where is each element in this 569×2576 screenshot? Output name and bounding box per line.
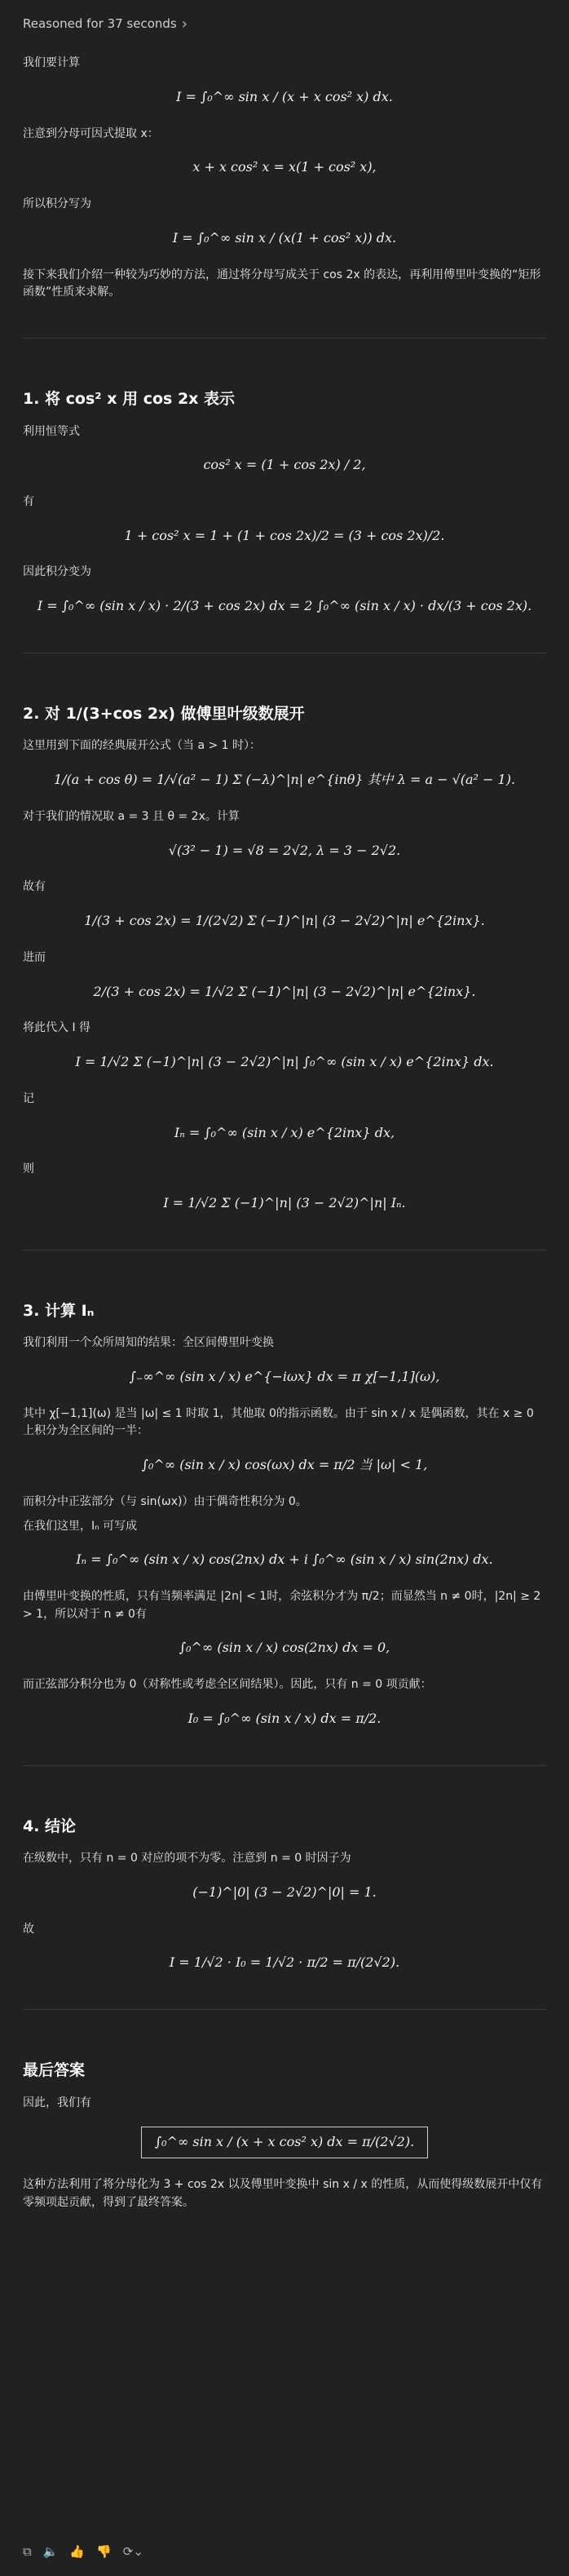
s4-p1: 在级数中，只有 n = 0 对应的项不为零。注意到 n = 0 时因子为 [23,1852,351,1866]
thumbs-down-icon[interactable]: 👎 [96,2543,112,2559]
section-3-title: 3. 计算 Iₙ [23,1301,95,1320]
reasoned-label: Reasoned for 37 seconds [23,16,177,31]
s2-p1: 这里用到下面的经典展开公式（当 a > 1 时）： [23,739,262,753]
intro-eq1: I = ∫₀^∞ sin x / (x + x cos² x) dx. [176,88,393,104]
s3-p2: 其中 χ[−1,1](ω) 是当 |ω| ≤ 1 时取 1，其他取 0的指示函数。由于 sin x / x 是偶函数，其在 x ≥ 0 上积分为全区间的一半： [23,1406,534,1438]
s3-eq1: ∫₋∞^∞ (sin x / x) e^{−iωx} dx = π χ[−1,1](ω), [129,1368,440,1384]
s3-p1: 我们利用一个众所周知的结果：全区间傅里叶变换 [23,1336,274,1350]
section-4-title: 4. 结论 [23,1817,77,1835]
s2-eq5: I = 1/√2 Σ (−1)^|n| (3 − 2√2)^|n| ∫₀^∞ (sin x / x) e^{2inx} dx. [75,1054,494,1070]
section-1 [23,387,546,617]
final-p1: 因此，我们有 [23,2096,91,2109]
thumbs-up-icon[interactable]: 👍 [69,2543,86,2559]
final-section [23,2059,546,2211]
s3-p6: 而正弦部分积分也为 0（对称性或考虑全区间结果）。因此，只有 n = 0 项贡献： [23,1678,432,1692]
s1-p3: 因此积分变为 [23,565,91,579]
s1-p1: 利用恒等式 [23,424,80,438]
s3-p4: 在我们这里，Iₙ 可写成 [23,1519,138,1533]
s3-eq3: Iₙ = ∫₀^∞ (sin x / x) cos(2nx) dx + i ∫₀^∞ (sin x / x) sin(2nx) dx. [76,1551,493,1568]
s3-p3: 而积分中正弦部分（与 sin(ωx)）由于偶奇性积分为 0。 [23,1494,307,1508]
final-eq-wrap [23,2127,546,2158]
intro-p2: 注意到分母可因式提取 x： [23,126,159,140]
s1-eq2: 1 + cos² x = 1 + (1 + cos 2x)/2 = (3 + cos 2x)/2. [124,527,445,543]
intro-eq2: x + x cos² x = x(1 + cos² x), [192,159,377,175]
s2-p2: 对于我们的情况取 a = 3 且 θ = 2x。计算 [23,809,240,823]
s3-p5: 由傅里叶变换的性质，只有当频率满足 |2n| < 1时，余弦积分才为 π/2；而显然当 n ≠ 0时，|2n| ≥ 2 > 1，所以对于 n ≠ 0有 [23,1590,541,1621]
s2-p3: 故有 [23,880,46,894]
intro-p1: 我们要计算 [23,56,80,70]
copy-icon[interactable]: ⧉ [23,2543,32,2559]
s2-eq6: Iₙ = ∫₀^∞ (sin x / x) e^{2inx} dx, [174,1124,395,1140]
s2-p5: 将此代入 I 得 [23,1021,91,1035]
s3-eq4: ∫₀^∞ (sin x / x) cos(2nx) dx = 0, [179,1640,390,1656]
s3-eq2: ∫₀^∞ (sin x / x) cos(ωx) dx = π/2 当 |ω| < 1, [141,1457,428,1473]
section-4 [23,1815,546,1973]
s1-eq3: I = ∫₀^∞ (sin x / x) · 2/(3 + cos 2x) dx = 2 ∫₀^∞ (sin x / x) · dx/(3 + cos 2x). [37,598,532,614]
s1-p2: 有 [23,495,34,508]
intro-section [23,55,546,302]
s4-eq1: (−1)^|0| (3 − 2√2)^|0| = 1. [192,1883,377,1900]
divider [23,338,546,339]
section-2-title: 2. 对 1/(3+cos 2x) 做傅里叶级数展开 [23,704,305,723]
s4-eq2: I = 1/√2 · I₀ = 1/√2 · π/2 = π/(2√2). [169,1954,400,1971]
s2-eq1: 1/(a + cos θ) = 1/√(a² − 1) Σ (−λ)^|n| e^{inθ} 其中 λ = a − √(a² − 1). [53,772,516,788]
message-actions [23,2543,143,2561]
regenerate-icon[interactable]: ⟳⌄ [122,2543,143,2559]
read-aloud-icon[interactable]: 🔈 [42,2543,59,2559]
divider [23,2009,546,2010]
section-1-title: 1. 将 cos² x 用 cos 2x 表示 [23,390,236,409]
s2-eq2: √(3² − 1) = √8 = 2√2, λ = 3 − 2√2. [168,842,401,858]
section-3 [23,1299,546,1729]
intro-eq3: I = ∫₀^∞ sin x / (x(1 + cos² x)) dx. [172,229,397,246]
s2-p7: 则 [23,1162,34,1176]
reasoned-toggle[interactable] [23,15,546,33]
s1-eq1: cos² x = (1 + cos 2x) / 2, [203,457,366,473]
s3-eq5: I₀ = ∫₀^∞ (sin x / x) dx = π/2. [187,1710,382,1726]
s2-eq3: 1/(3 + cos 2x) = 1/(2√2) Σ (−1)^|n| (3 − 2√2)^|n| e^{2inx}. [84,913,485,929]
final-boxed-answer: ∫₀^∞ sin x / (x + x cos² x) dx = π/(2√2). [141,2127,428,2158]
s4-p2: 故 [23,1922,34,1936]
divider [23,1765,546,1766]
chevron-right-icon: › [181,15,187,33]
s2-eq7: I = 1/√2 Σ (−1)^|n| (3 − 2√2)^|n| Iₙ. [163,1195,406,1211]
s2-p4: 进而 [23,950,46,964]
intro-p3: 所以积分写为 [23,197,91,211]
final-title: 最后答案 [23,2061,86,2080]
intro-p4: 接下来我们介绍一种较为巧妙的方法，通过将分母写成关于 cos 2x 的表达，再利用傅里叶变换的“矩形函数”性质来求解。 [23,268,541,299]
s2-eq4: 2/(3 + cos 2x) = 1/√2 Σ (−1)^|n| (3 − 2√2)^|n| e^{2inx}. [93,983,476,999]
s2-p6: 记 [23,1091,34,1105]
section-2 [23,702,546,1214]
final-p2: 这种方法利用了将分母化为 3 + cos 2x 以及傅里叶变换中 sin x / x 的性质，从而使得级数展开中仅有零频项起贡献，得到了最终答案。 [23,2178,543,2209]
